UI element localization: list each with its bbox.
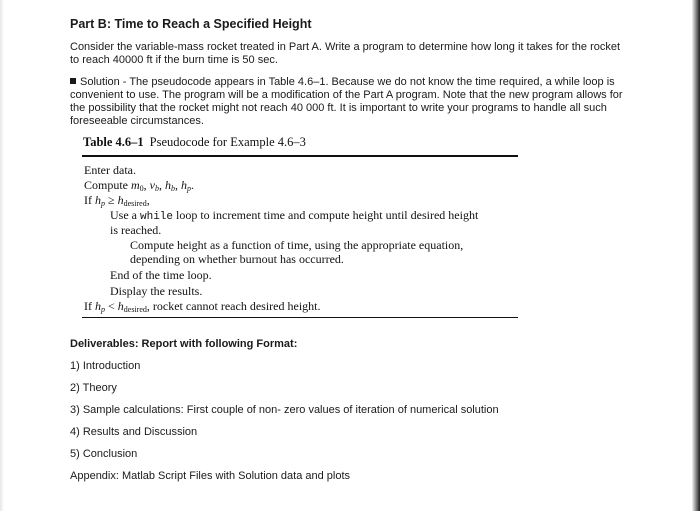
deliverable-item: 2) Theory bbox=[70, 382, 117, 394]
table-bottom-rule bbox=[82, 317, 518, 318]
solution-text: Solution - The pseudocode appears in Table 4.6–1. Because we do not know the time required, a while loop is convenient to use. The program will be a modification of the Part A program. Note that the new program allows for the possibility that the rocket might not reach 40 000 ft. It is important to write your programs to handle all such foreseeable circumstances. bbox=[70, 76, 623, 127]
table-caption: Pseudocode for Example 4.6–3 bbox=[149, 135, 306, 149]
deliverable-item: 3) Sample calculations: First couple of non- zero values of iteration of numerical solution bbox=[70, 404, 499, 416]
deliverable-item: 1) Introduction bbox=[70, 360, 141, 372]
pseudo-enter-data: Enter data. bbox=[84, 163, 136, 177]
pseudo-display: Display the results. bbox=[110, 284, 203, 298]
if1-prefix: If bbox=[84, 193, 92, 207]
if2-prefix: If bbox=[84, 299, 92, 313]
while-after: loop to increment time and compute height until desired height bbox=[176, 208, 479, 222]
bullet-icon bbox=[70, 78, 76, 84]
pseudo-compute-vars: Compute $m_0$, $v_b$, $h_b$, $h_p$. bbox=[84, 178, 194, 193]
pseudo-if-reached: If $h_p \ge h_{desired}$, bbox=[84, 193, 150, 208]
while-keyword: while bbox=[140, 211, 174, 223]
deliverable-item: 5) Conclusion bbox=[70, 448, 138, 460]
solution-paragraph bbox=[70, 76, 640, 128]
page-right-edge bbox=[692, 0, 700, 511]
page-left-shadow bbox=[0, 0, 4, 511]
table-top-rule bbox=[82, 155, 518, 157]
pseudo-if-not-reached: If $h_p < h_{desired}$, rocket cannot reach desired height. bbox=[84, 299, 321, 314]
deliverables-heading: Deliverables: Report with following Format: bbox=[70, 338, 298, 350]
table-title bbox=[83, 135, 306, 150]
if2-suffix: rocket cannot reach desired height. bbox=[152, 299, 321, 313]
pseudo-while-cont: is reached. bbox=[110, 223, 162, 237]
pseudo-end-loop: End of the time loop. bbox=[110, 268, 212, 282]
table-label: Table 4.6–1 bbox=[83, 135, 144, 149]
compute-prefix: Compute bbox=[84, 178, 128, 192]
pseudo-while-loop bbox=[110, 208, 478, 224]
pseudo-compute-height-1: Compute height as a function of time, using the appropriate equation, bbox=[130, 238, 464, 252]
deliverable-appendix: Appendix: Matlab Script Files with Solution data and plots bbox=[70, 470, 351, 482]
pseudo-compute-height-2: depending on whether burnout has occurred. bbox=[130, 252, 344, 266]
intro-paragraph: Consider the variable-mass rocket treated in Part A. Write a program to determine how long it takes for the rocket to reach 40000 ft if the burn time is 50 sec. bbox=[70, 41, 621, 66]
while-before: Use a bbox=[110, 208, 137, 222]
deliverable-item: 4) Results and Discussion bbox=[70, 426, 198, 438]
part-b-title: Part B: Time to Reach a Specified Height bbox=[70, 17, 312, 31]
